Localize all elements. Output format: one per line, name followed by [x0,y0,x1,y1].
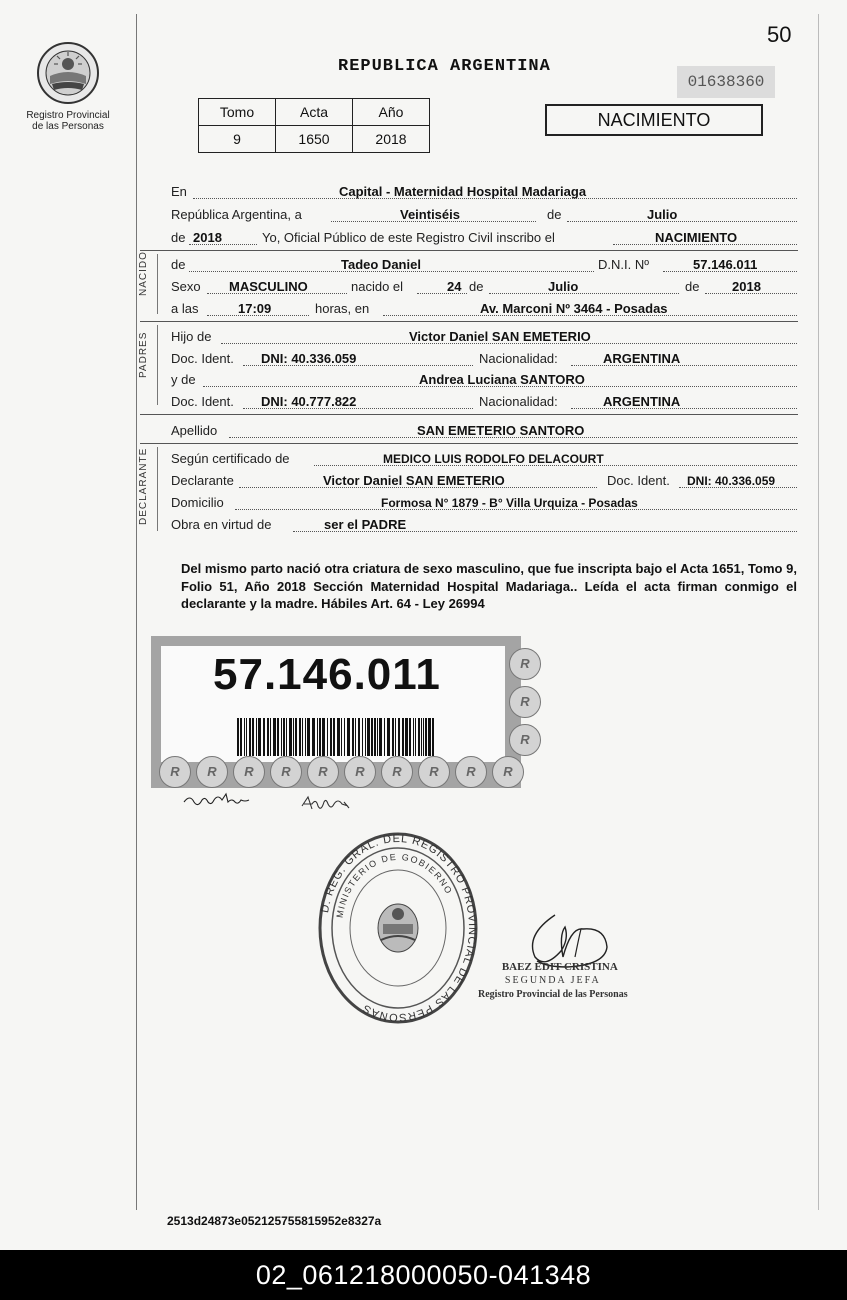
value-day: Veintiséis [400,207,460,222]
barcode-bar [252,718,254,756]
label-en: En [171,184,187,199]
value-child-dni: 57.146.011 [693,257,758,272]
barcode-bar [428,718,431,756]
barcode-bar [322,718,325,756]
barcode-bar [312,718,315,756]
row-time-place [171,298,797,319]
barcode-bar [367,718,370,756]
side-label-nacido: NACIDO [138,251,149,296]
security-coin-icon: R [492,756,524,788]
value-child-name: Tadeo Daniel [341,257,421,272]
value-certificate: MEDICO LUIS RODOLFO DELACOURT [383,452,604,466]
mother-signature [300,792,380,816]
value-sex: MASCULINO [229,279,308,294]
barcode-bar [286,718,287,756]
official-name-block [478,960,628,1002]
row-father [171,326,797,347]
act-type-box: NACIMIENTO [545,104,763,136]
barcode-bar [299,718,301,756]
label-birth-de: de [469,279,484,294]
barcode-icon [237,718,437,756]
value-birth-year: 2018 [732,279,761,294]
barcode-bar [240,718,242,756]
value-surname: SAN EMETERIO SANTORO [417,423,585,438]
barcode-bar [283,718,285,756]
barcode-bar [379,718,382,756]
label-born: nacido el [351,279,404,294]
barcode-bar [337,718,340,756]
row-declarant [171,470,797,491]
barcode-bar [256,718,257,756]
dni-sticker-label [161,646,505,762]
barcode-bar [327,718,328,756]
header-acta: Acta [276,99,353,126]
dni-sticker-number: 57.146.011 [213,650,441,699]
barcode-bar [405,718,408,756]
barcode-bar [402,718,404,756]
label-certificate: Según certificado de [171,451,290,466]
section-divider [140,250,798,251]
barcode-bar [413,718,414,756]
barcode-bar [307,718,310,756]
document-hash: 2513d24873e052125755815952e8327a [167,1214,382,1228]
barcode-bar [273,718,276,756]
security-coin-icon: R [509,648,541,680]
barcode-bar [418,718,420,756]
registry-table-value-row [199,126,430,153]
section-divider [140,321,798,322]
stamp-inner-text: MINISTERIO DE GOBIERNO [334,851,455,919]
dni-sticker [151,636,530,788]
security-coin-icon: R [509,724,541,756]
right-margin-line [818,14,819,1210]
value-ano: 2018 [353,126,430,153]
value-tomo: 9 [199,126,276,153]
barcode-bar [293,718,294,756]
section-divider [140,414,798,415]
label-de: de [547,207,562,222]
barcode-bar [249,718,251,756]
barcode-bar [365,718,366,756]
value-time: 17:09 [238,301,272,316]
label-child-of: Hijo de [171,329,212,344]
official-title: SEGUNDA JEFA [504,975,601,986]
barcode-bar [267,718,269,756]
barcode-bar [295,718,297,756]
security-coin-icon: R [418,756,450,788]
label-officer: Yo, Oficial Público de este Registro Civil inscribo el [262,230,555,245]
barcode-bar [270,718,271,756]
security-coin-icon: R [381,756,413,788]
barcode-bar [395,718,396,756]
value-birth-month: Julio [548,279,579,294]
barcode-bar [387,718,390,756]
left-margin-line [136,14,137,1210]
row-mother-doc [171,391,797,412]
row-mother [171,369,797,390]
barcode-bar [237,718,239,756]
barcode-bar [319,718,321,756]
notes-paragraph: Del mismo parto nació otra criatura de sexo masculino, que fue inscripta bajo el Acta 1651, Tomo 9, Folio 51, Año 2018 Sección Maternidad Hospital Madariaga.. Leída el acta firman conmigo el declarante y la madre. Hábiles Art. 64 - Ley 26994 [181,561,797,611]
value-birth-address: Av. Marconi Nº 3464 - Posadas [480,301,668,316]
barcode-bar [421,718,422,756]
document-title: REPUBLICA ARGENTINA [338,57,551,76]
official-stamp [313,828,483,1028]
label-sex: Sexo [171,279,201,294]
security-coin-icon: R [196,756,228,788]
row-officer [171,227,797,248]
row-father-doc [171,348,797,369]
label-hours: horas, en [315,301,370,316]
header-tomo: Tomo [199,99,276,126]
barcode-bar [423,718,424,756]
row-capacity [171,514,797,535]
value-declarant-doc: DNI: 40.336.059 [687,474,776,488]
label-name: de [171,257,186,272]
value-act: NACIMIENTO [655,230,738,245]
row-sex-birth [171,276,797,297]
label-dni: D.N.I. Nº [598,257,649,272]
barcode-bar [302,718,303,756]
logo-caption-line1: Registro Provincial [26,110,110,121]
side-label-declarante: DECLARANTE [138,447,149,525]
barcode-bar [333,718,335,756]
section-divider [140,443,798,444]
barcode-bar [355,718,356,756]
barcode-bar [281,718,282,756]
barcode-bar [409,718,411,756]
barcode-bar [246,718,247,756]
barcode-bar [398,718,400,756]
security-coin-icon: R [159,756,191,788]
row-date [171,204,797,225]
row-certificate [171,448,797,469]
barcode-bar [347,718,350,756]
value-father-name: Victor Daniel SAN EMETERIO [409,329,591,344]
logo-caption-line2: de las Personas [32,121,104,132]
row-surname [171,420,797,441]
value-mother-name: Andrea Luciana SANTORO [419,372,585,387]
label-mother-doc: Doc. Ident. [171,394,234,409]
security-coin-icon: R [509,686,541,718]
value-father-doc: DNI: 40.336.059 [261,351,357,366]
barcode-bar [341,718,342,756]
barcode-bar [377,718,378,756]
row-place [171,181,797,202]
registry-table-header-row [199,99,430,126]
security-coin-icon: R [344,756,376,788]
label-republic: República Argentina, a [171,207,302,222]
security-coin-icon: R [270,756,302,788]
value-birth-day: 24 [447,279,462,294]
value-father-nationality: ARGENTINA [603,351,681,366]
label-surname: Apellido [171,423,218,438]
barcode-bar [317,718,318,756]
label-time: a las [171,301,199,316]
value-acta: 1650 [276,126,353,153]
label-father-nationality: Nacionalidad: [479,351,558,366]
label-and: y de [171,372,196,387]
value-capacity: ser el PADRE [324,517,407,532]
value-month: Julio [647,207,678,222]
security-coin-icon: R [233,756,265,788]
barcode-bar [425,718,427,756]
value-place: Capital - Maternidad Hospital Madariaga [339,184,587,199]
barcode-bar [362,718,363,756]
registry-logo [20,40,116,132]
value-address: Formosa N° 1879 - B° Villa Urquiza - Posadas [381,496,638,510]
barcode-bar [277,718,279,756]
label-address: Domicilio [171,495,224,510]
coat-of-arms-icon [378,904,418,952]
barcode-bar [358,718,360,756]
barcode-bar [374,718,376,756]
security-coin-icon: R [455,756,487,788]
label-mother-nationality: Nacionalidad: [479,394,558,409]
value-year: 2018 [193,230,222,245]
declarant-signature [180,790,260,812]
label-de2: de [171,230,186,245]
row-address [171,492,797,513]
label-birth-de2: de [685,279,700,294]
barcode-bar [289,718,292,756]
serial-number: 01638360 [677,66,775,98]
label-declarant-doc: Doc. Ident. [607,473,670,488]
footer-code: 02_061218000050-041348 [0,1250,847,1300]
barcode-bar [258,718,261,756]
label-father-doc: Doc. Ident. [171,351,234,366]
label-capacity: Obra en virtud de [171,517,272,532]
official-office: Registro Provincial de las Personas [478,989,628,1000]
barcode-bar [371,718,373,756]
header-ano: Año [353,99,430,126]
page-number: 50 [767,22,792,47]
registry-table [198,98,430,153]
stamp-ring-text: D. REG. GRAL. DEL REGISTRO PROVINCIAL DE LAS PERSONAS [319,832,479,1024]
barcode-bar [352,718,354,756]
barcode-bar [330,718,332,756]
side-label-padres: PADRES [138,331,149,378]
official-name: BAEZ EDIT CRISTINA [501,961,618,973]
barcode-bar [263,718,265,756]
province-seal-icon [35,40,101,106]
barcode-bar [344,718,345,756]
barcode-bar [432,718,434,756]
barcode-bar [392,718,394,756]
value-mother-doc: DNI: 40.777.822 [261,394,357,409]
barcode-bar [244,718,245,756]
row-child-name [171,254,797,275]
value-mother-nationality: ARGENTINA [603,394,681,409]
security-coin-icon: R [307,756,339,788]
value-declarant: Victor Daniel SAN EMETERIO [323,473,505,488]
label-declarant: Declarante [171,473,234,488]
barcode-bar [384,718,385,756]
barcode-bar [305,718,306,756]
barcode-bar [415,718,416,756]
